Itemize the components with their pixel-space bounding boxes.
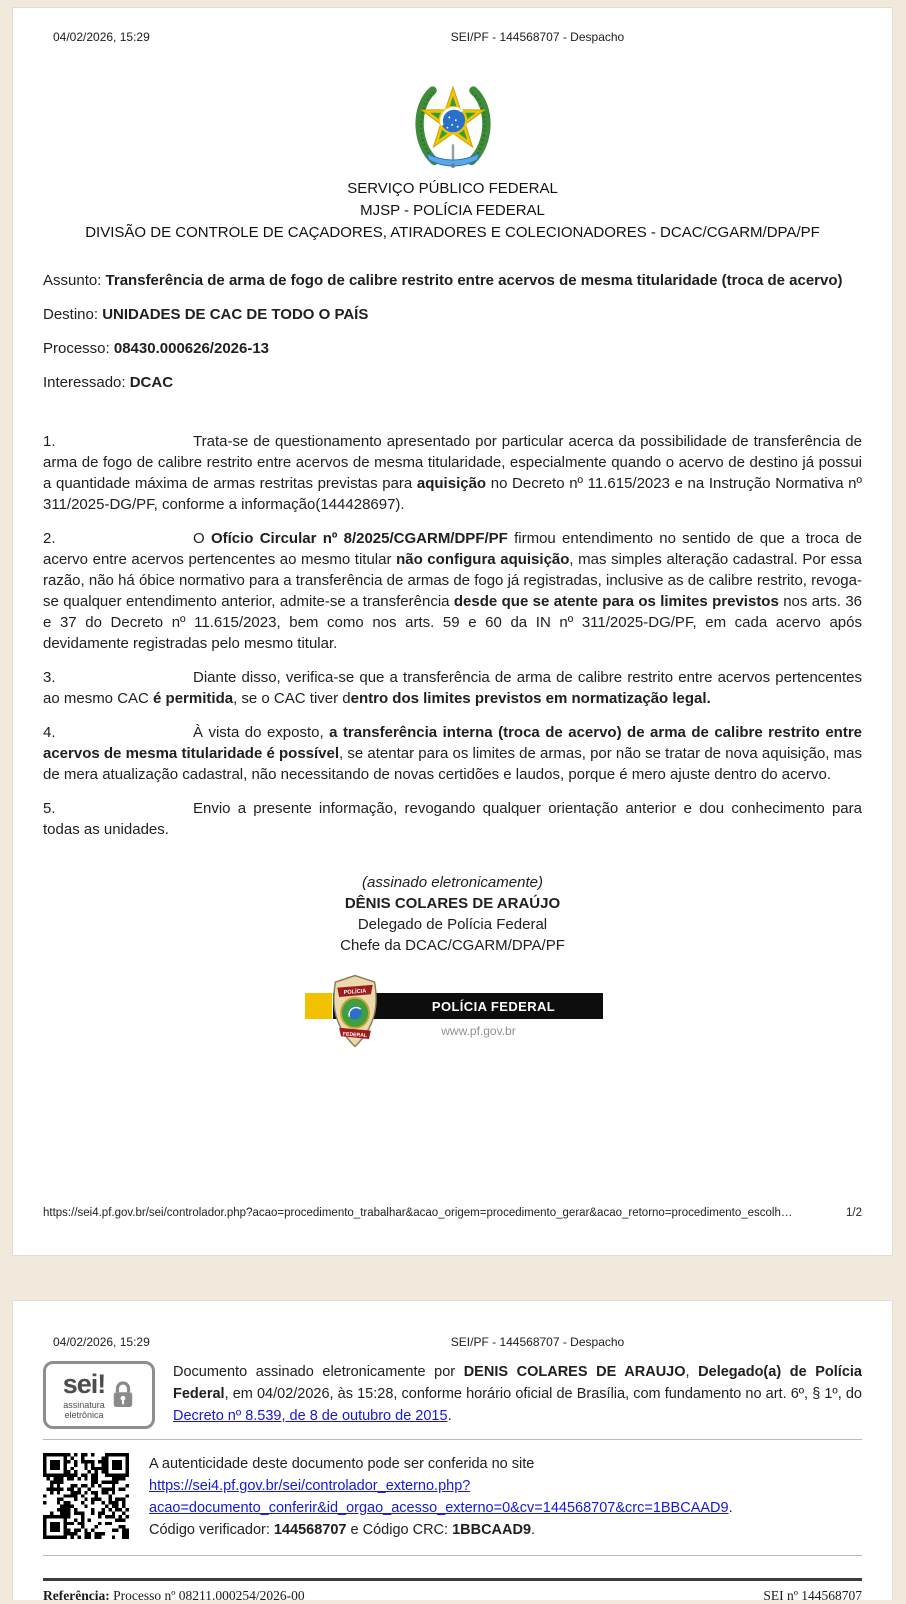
text-segment: À vista do exposto, <box>193 724 330 741</box>
text-segment: . <box>531 1522 536 1538</box>
document-page-2 <box>12 1300 893 1603</box>
paragraph-4 <box>43 722 862 785</box>
text-segment: Diante disso, verifica-se que a transferência de arma de calibre restrito entre acervos pertencentes ao mesmo CAC <box>43 669 862 707</box>
sei-logo-text <box>62 1368 106 1420</box>
text-segment: O <box>193 530 211 547</box>
meta-value: Transferência de arma de fogo de calibre restrito entre acervos de mesma titularidade (troca de acervo) <box>105 272 843 289</box>
text-segment: aquisição <box>416 475 487 492</box>
verification-link[interactable]: https://sei4.pf.gov.br/sei/controlador_externo.php? <box>149 1478 471 1494</box>
meta-value: UNIDADES DE CAC DE TODO O PAÍS <box>102 306 369 323</box>
reference-left <box>43 1588 305 1604</box>
authenticity-link-line-1 <box>149 1475 733 1497</box>
reference-footer <box>43 1588 862 1604</box>
org-line-1: SERVIÇO PÚBLICO FEDERAL <box>347 180 558 197</box>
signature-name: DÊNIS COLARES DE ARAÚJO <box>344 895 561 912</box>
text-segment: Envio a presente informação, revogando qualquer orientação anterior e dou conhecimento para todas as unidades. <box>43 800 862 838</box>
meta-interessado <box>43 372 862 393</box>
signature-statement <box>173 1361 862 1427</box>
sei-subtitle <box>63 1400 106 1420</box>
org-line-3: DIVISÃO DE CONTROLE DE CAÇADORES, ATIRADORES E COLECIONADORES - DCAC/CGARM/DPA/PF <box>85 224 820 241</box>
text-segment: não configura aquisição <box>396 551 570 568</box>
meta-label: Assunto: <box>43 272 106 289</box>
link-period: . <box>728 1500 733 1516</box>
signature-note: (assinado eletronicamente) <box>362 874 543 891</box>
signature-unit: Chefe da DCAC/CGARM/DPA/PF <box>340 937 565 954</box>
padlock-icon <box>111 1380 135 1410</box>
text-segment: . <box>447 1408 452 1424</box>
header-doc-ref: SEI/PF - 144568707 - Despacho <box>450 1335 625 1349</box>
text-segment: a transferência interna (troca de acervo) de arma de calibre restrito entre acervos de mesma titularidade é possível <box>43 724 862 762</box>
banner-url: www.pf.gov.br <box>441 1024 516 1038</box>
meta-processo <box>43 338 862 359</box>
text-segment: Delegado(a) de Polícia Federal <box>173 1364 862 1402</box>
page-header <box>43 1335 862 1351</box>
paragraph-text <box>43 530 862 652</box>
authenticity-text <box>149 1453 733 1541</box>
footer-url: https://sei4.pf.gov.br/sei/controlador.php?acao=procedimento_trabalhar&acao_origem=procedimento_gerar&acao_retorno=procedimento_escolh… <box>43 1207 793 1219</box>
signature-block <box>13 872 892 956</box>
text-segment: é permitida <box>153 690 234 707</box>
text-segment: , em 04/02/2026, às 15:28, conforme horário oficial de Brasília, com fundamento no art. 6º, § 1º, do <box>224 1386 862 1402</box>
text-segment: , <box>685 1364 699 1380</box>
reference-value: Processo nº 08211.000254/2026-00 <box>109 1588 305 1603</box>
text-segment: , se atentar para os limites de armas, por não se tratar de nova aquisição, mas de mera atualização cadastral, não necessitando de novas certidões e laudos, porque é mero ajuste dentro do acervo. <box>43 745 862 783</box>
document-meta <box>43 270 862 393</box>
reference-label: Referência: <box>43 1588 110 1603</box>
verifier-codes <box>149 1519 733 1541</box>
sei-subtitle-line1: assinatura <box>63 1399 105 1410</box>
text-segment: 1BBCAAD9 <box>452 1522 532 1538</box>
reference-sei-number: SEI nº 144568707 <box>763 1588 862 1603</box>
text-segment: , mas simples alteração cadastral. Por essa razão, não há óbice normativo para a transferência de armas de fogo já registradas, inclusive as de calibre restrito, revoga-se qualquer entendimento anterior, admite-se a transferência <box>43 551 863 610</box>
text-segment: nos arts. 36 e 37 do Decreto nº 11.615/2023, bem como nos arts. 59 e 60 da IN nº 311/2025-DG/PF, em cada acervo após devidamente registradas pelo mesmo titular. <box>43 593 863 652</box>
text-segment: Código verificador: <box>149 1522 274 1538</box>
document-page-1 <box>12 7 893 1256</box>
link[interactable]: Decreto nº 8.539, de 8 de outubro de 2015 <box>173 1408 448 1424</box>
header-doc-ref: SEI/PF - 144568707 - Despacho <box>450 30 625 44</box>
text-segment: , se o CAC tiver d <box>233 690 351 707</box>
meta-assunto <box>43 270 862 291</box>
meta-label: Processo: <box>43 340 114 357</box>
header-datetime: 04/02/2026, 15:29 <box>53 1335 150 1349</box>
paragraph-number: 4. <box>43 724 56 741</box>
meta-destino <box>43 304 862 325</box>
brazil-coat-of-arms-icon <box>405 72 501 174</box>
header-datetime: 04/02/2026, 15:29 <box>53 30 150 44</box>
svg-text:POLÍCIA: POLÍCIA <box>343 988 367 997</box>
text-segment: Trata-se de questionamento apresentado por particular acerca da possibilidade de transferência de arma de fogo de calibre restrito entre acervos de mesma titularidade, especialmente quando o acervo de destino já possui a quantidade máxima de armas restritas previstas para <box>43 433 862 492</box>
pf-badge-icon <box>327 973 383 1049</box>
text-segment: e Código CRC: <box>346 1522 453 1538</box>
paragraph-3 <box>43 667 862 709</box>
meta-label: Interessado: <box>43 374 130 391</box>
paragraph-number: 5. <box>43 800 56 817</box>
electronic-signature-row <box>43 1361 862 1440</box>
page-2-content <box>43 1361 862 1604</box>
page-header <box>43 30 862 46</box>
footer-page-number: 1/2 <box>846 1207 862 1219</box>
paragraph-number: 1. <box>43 433 56 450</box>
sei-subtitle-line2: eletrônica <box>64 1409 104 1420</box>
meta-label: Destino: <box>43 306 103 323</box>
text-segment: entro dos limites previstos em normatização legal. <box>350 690 711 707</box>
paragraph-5 <box>43 798 862 840</box>
org-line-2: MJSP - POLÍCIA FEDERAL <box>360 202 545 219</box>
footer-rule <box>43 1578 862 1581</box>
meta-value: 08430.000626/2026-13 <box>113 340 270 357</box>
text-segment: DENIS COLARES DE ARAUJO <box>463 1364 686 1380</box>
paragraph-1 <box>43 431 862 515</box>
authenticity-line: A autenticidade deste documento pode ser conferida no site <box>149 1456 535 1472</box>
text-segment: 144568707 <box>273 1522 347 1538</box>
document-body <box>43 431 862 840</box>
authenticity-row <box>43 1453 862 1556</box>
paragraph-number: 3. <box>43 669 56 686</box>
authenticity-link-line-2 <box>149 1497 733 1519</box>
meta-value: DCAC <box>129 374 174 391</box>
pf-banner <box>303 980 603 1046</box>
page-1-footer <box>43 1207 862 1219</box>
text-segment: Documento assinado eletronicamente por <box>173 1364 464 1380</box>
text-segment: desde que se atente para os limites previstos <box>453 593 779 610</box>
sei-title: sei! <box>62 1368 106 1399</box>
svg-text:FEDERAL: FEDERAL <box>342 1031 367 1040</box>
text-segment: no Decreto nº 11.615/2023 e na Instrução Normativa nº 311/2025-DG/PF, conforme a informação(144428697). <box>43 475 862 513</box>
qr-code <box>43 1453 129 1539</box>
banner-label: POLÍCIA FEDERAL <box>431 998 556 1014</box>
signature-role: Delegado de Polícia Federal <box>357 916 548 933</box>
sei-logo <box>43 1361 155 1429</box>
verification-link[interactable]: acao=documento_conferir&id_orgao_acesso_externo=0&cv=144568707&crc=1BBCAAD9 <box>149 1500 729 1516</box>
paragraph-number: 2. <box>43 530 56 547</box>
paragraph-2 <box>43 528 862 654</box>
text-segment: firmou entendimento no sentido de que a troca de acervo entre acervos pertencentes ao mesmo titular <box>43 530 863 568</box>
org-header <box>13 178 892 244</box>
text-segment: Ofício Circular nº 8/2025/CGARM/DPF/PF <box>210 530 508 547</box>
